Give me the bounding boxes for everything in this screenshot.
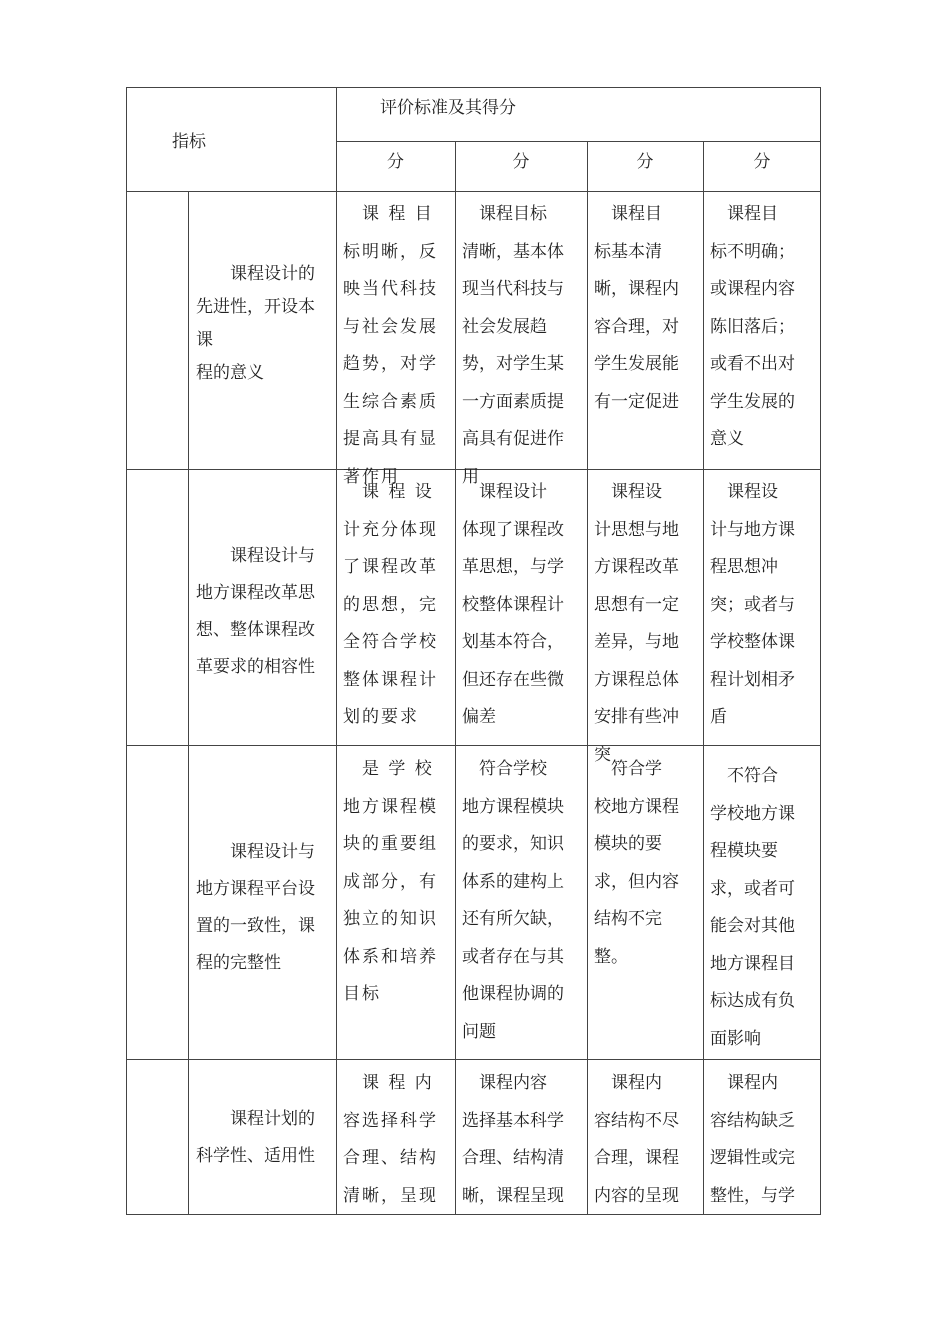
- grade-cell: [594, 751, 702, 1058]
- grade-cell: [343, 751, 453, 1058]
- table-rule: [188, 191, 189, 1215]
- grade-text: 课程设 计思想与地 方课程改革 思想有一定 差异，与地 方课程总体 安排有些冲 突: [594, 482, 679, 765]
- score-header: 分: [387, 152, 404, 172]
- grade-cell: [343, 1065, 453, 1214]
- grade-text: 不符合 学校地方课 程模块要 求，或者可 能会对其他 地方课程目 标达成有负 面影响: [710, 766, 795, 1049]
- grade-cell: [343, 474, 453, 744]
- grade-cell: [594, 1065, 702, 1214]
- score-header: 分: [636, 152, 654, 172]
- grade-text: 符合学校 地方课程模块 的要求，知识 体系的建构上 还有所欠缺， 或者存在与其 他课程协调的 问题: [462, 759, 564, 1042]
- criteria-header: 评价标准及其得分: [380, 98, 516, 118]
- grade-cell: [710, 196, 820, 468]
- grade-text: 课 程 内 容选择科学 合理、结构 清晰，呈现: [343, 1073, 438, 1206]
- grade-text: 课程内容 选择基本科学 合理、结构清 晰，课程呈现: [462, 1073, 564, 1206]
- table-rule: [126, 191, 821, 192]
- indicator-header: 指标: [172, 132, 206, 152]
- grade-text: 课程目 标不明确； 或课程内容 陈旧落后； 或看不出对 学生发展的 意义: [710, 204, 795, 449]
- grade-cell: [462, 751, 586, 1058]
- grade-cell: [462, 1065, 586, 1214]
- indicator-cell: 课程计划的 科学性、适用性: [196, 1109, 315, 1166]
- grade-text: 课程目标 清晰，基本体 现当代科技与 社会发展趋 势，对学生某 一方面素质提 高具有促进作 用: [462, 204, 564, 487]
- grade-text: 课程目 标基本清 晰，课程内 容合理，对 学生发展能 有一定促进: [594, 204, 679, 412]
- grade-text: 课程设计 体现了课程改 革思想，与学 校整体课程计 划基本符合， 但还存在些微 偏差: [462, 482, 564, 727]
- indicator-cell: 课程设计与 地方课程平台设 置的一致性，课 程的完整性: [196, 842, 315, 973]
- indicator-cell: 课程设计与 地方课程改革思 想、整体课程改 革要求的相容性: [196, 546, 315, 677]
- grade-text: 课程内 容结构缺乏 逻辑性或完 整性，与学: [710, 1073, 795, 1206]
- grade-cell: [710, 474, 820, 744]
- grade-text: 课程设 计与地方课 程思想冲 突；或者与 学校整体课 程计划相矛 盾: [710, 482, 795, 727]
- grade-cell: [710, 758, 820, 1058]
- grade-cell: [594, 196, 702, 468]
- grade-text: 课 程 目 标明晰，反 映当代科技 与社会发展 趋势，对学 生综合素质 提高具有显 著作用: [343, 204, 438, 487]
- grade-cell: [462, 196, 586, 487]
- grade-cell: [462, 474, 586, 744]
- indicator-cell: 课程设计的 先进性，开设本 课 程的意义: [196, 264, 315, 383]
- grade-text: 是 学 校 地方课程模 块的重要组 成部分，有 独立的知识 体系和培养 目标: [343, 759, 438, 1004]
- grade-cell: [710, 1065, 820, 1214]
- grade-text: 课 程 设 计充分体现 了课程改革 的思想，完 全符合学校 整体课程计 划的要求: [343, 482, 438, 727]
- table-rule: [126, 1059, 821, 1060]
- table-rule: [126, 745, 821, 746]
- score-header: 分: [753, 152, 771, 172]
- grade-cell: [594, 474, 702, 765]
- table-rule: [336, 141, 821, 142]
- table-rule: [455, 141, 456, 1215]
- table-rule: [703, 141, 704, 1215]
- grade-text: 符合学 校地方课程 模块的要 求，但内容 结构不完 整。: [594, 759, 679, 967]
- table-rule: [336, 87, 337, 1215]
- grade-text: 课程内 容结构不尽 合理，课程 内容的呈现: [594, 1073, 679, 1206]
- grade-cell: [343, 196, 453, 487]
- table-rule: [587, 141, 588, 1215]
- score-header: 分: [512, 152, 530, 172]
